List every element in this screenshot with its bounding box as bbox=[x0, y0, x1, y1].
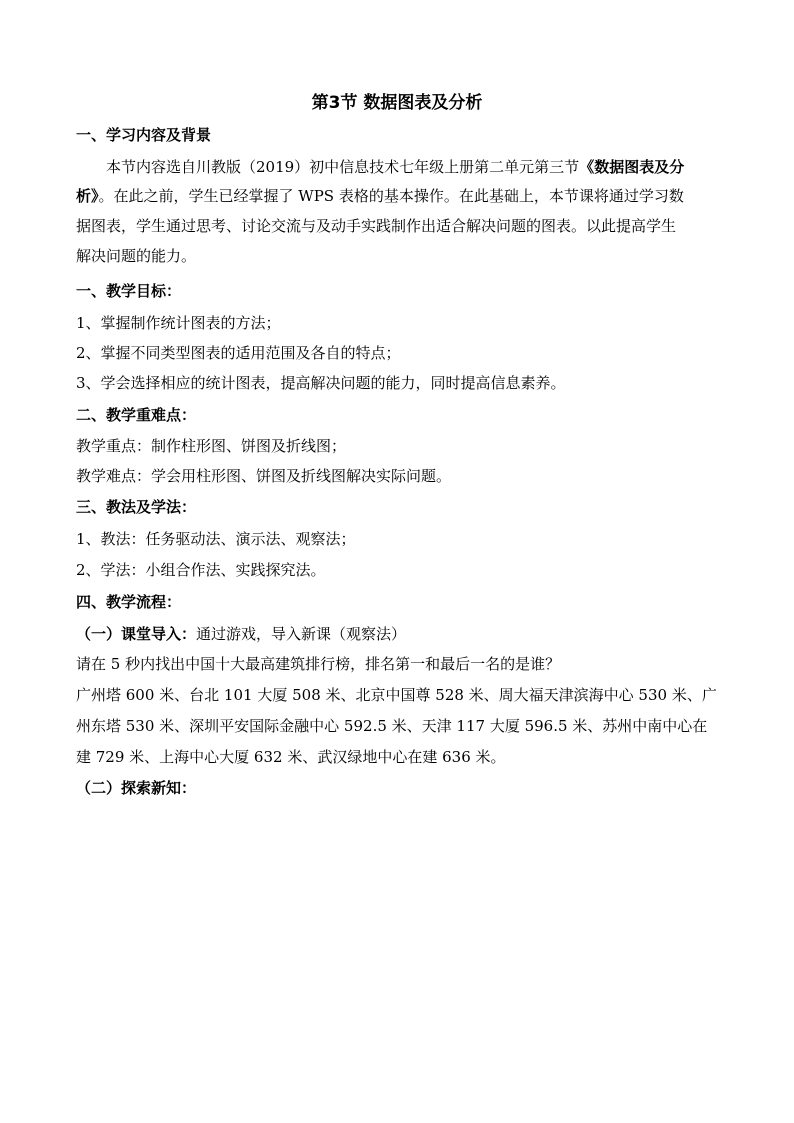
intro-line bbox=[76, 624, 726, 644]
goal-item: 3、学会选择相应的统计图表，提高解决问题的能力，同时提高信息素养。 bbox=[76, 374, 566, 392]
method-item: 2、学法：小组合作法、实践探究法。 bbox=[76, 561, 326, 579]
book-title-bold: 《数据图表及分 bbox=[579, 158, 685, 176]
intro-text: 通过游戏，导入新课（观察法） bbox=[196, 625, 407, 643]
background-text: 本节内容选自川教版（2019）初中信息技术七年级上册第二单元第三节 bbox=[106, 158, 580, 176]
goals-heading: 一、教学目标： bbox=[76, 282, 182, 300]
document-title: 第3节 数据图表及分析 bbox=[311, 93, 483, 113]
background-paragraph-line-3: 据图表，学生通过思考、讨论交流与及动手实践制作出适合解决问题的图表。以此提高学生 bbox=[76, 217, 677, 235]
method-item: 1、教法：任务驱动法、演示法、观察法； bbox=[76, 530, 356, 548]
key-point: 教学难点：学会用柱形图、饼图及折线图解决实际问题。 bbox=[76, 467, 452, 485]
intro-question: 请在 5 秒内找出中国十大最高建筑排行榜，排名第一和最后一名的是谁？ bbox=[76, 655, 561, 673]
buildings-line-3: 建 729 米、上海中心大厦 632 米、武汉绿地中心在建 636 米。 bbox=[76, 748, 506, 766]
process-heading: 四、教学流程： bbox=[76, 593, 182, 611]
key-point: 教学重点：制作柱形图、饼图及折线图； bbox=[76, 437, 347, 455]
explore-heading: （二）探索新知： bbox=[76, 779, 197, 797]
buildings-line-2: 州东塔 530 米、深圳平安国际金融中心 592.5 米、天津 117 大厦 596.5 米、苏州中南中心在 bbox=[76, 717, 708, 735]
buildings-line-1: 广州塔 600 米、台北 101 大厦 508 米、北京中国尊 528 米、周大福天津滨海中心 530 米、广 bbox=[76, 686, 717, 704]
background-paragraph-line-4: 解决问题的能力。 bbox=[76, 247, 197, 265]
background-paragraph-line-2 bbox=[76, 186, 726, 206]
goal-item: 1、掌握制作统计图表的方法； bbox=[76, 314, 281, 332]
background-paragraph-line-1 bbox=[106, 157, 756, 177]
background-heading: 一、学习内容及背景 bbox=[76, 126, 212, 144]
methods-heading: 三、教法及学法： bbox=[76, 498, 197, 516]
goal-item: 2、掌握不同类型图表的适用范围及各自的特点； bbox=[76, 344, 401, 362]
book-title-bold-end: 析》 bbox=[76, 187, 99, 205]
intro-label: （一）课堂导入： bbox=[76, 625, 197, 643]
background-text: 。在此之前，学生已经掌握了 WPS 表格的基本操作。在此基础上，本节课将通过学习数 bbox=[98, 187, 684, 205]
key-heading: 二、教学重难点： bbox=[76, 406, 197, 424]
